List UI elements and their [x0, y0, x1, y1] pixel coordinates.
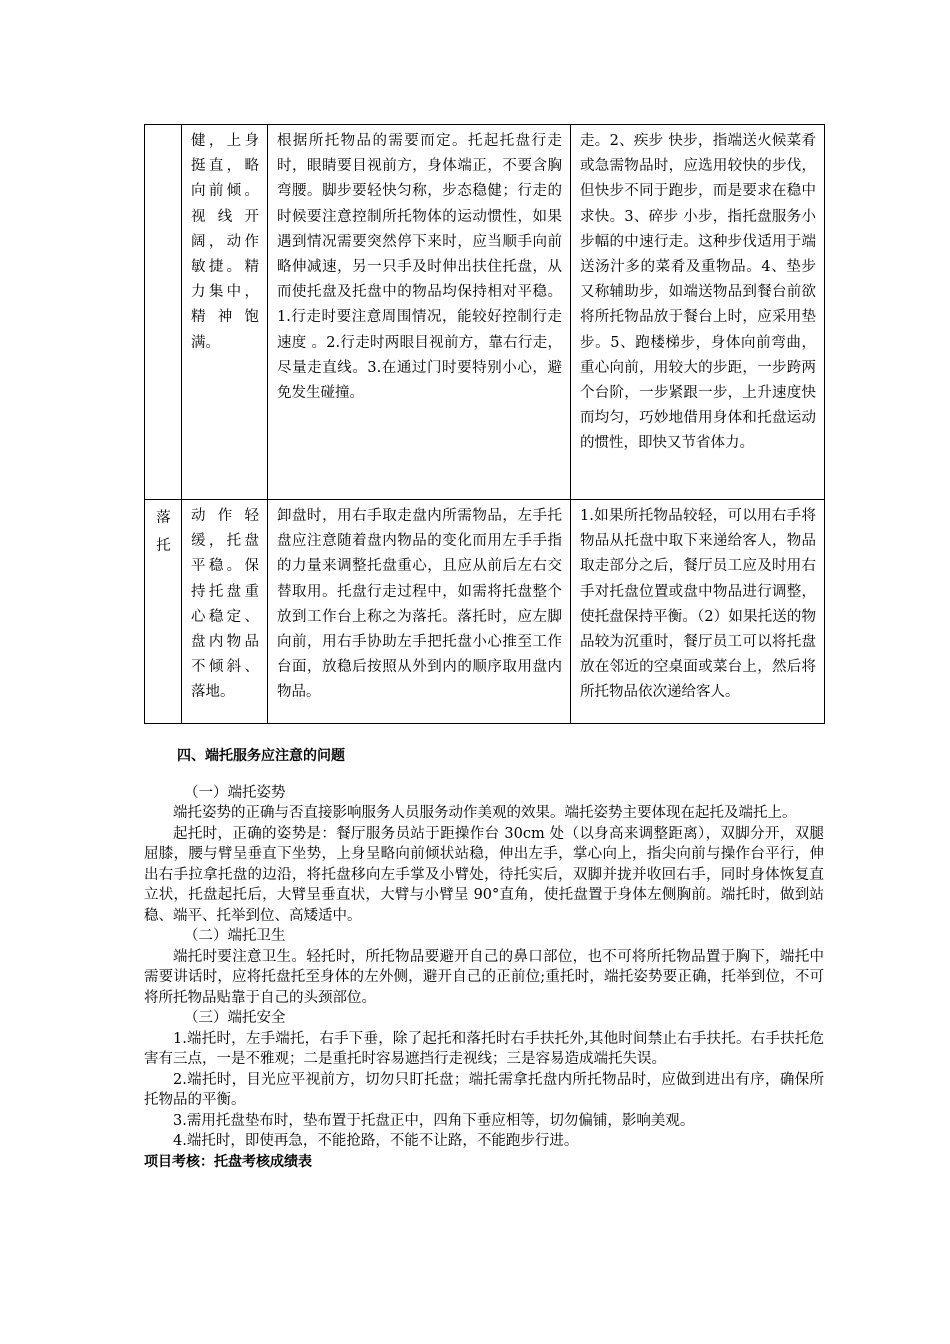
document-body — [144, 740, 824, 1172]
subheading-safety: （三）端托安全 — [184, 1010, 286, 1026]
paragraph: 端托时要注意卫生。轻托时，所托物品要避开自己的鼻口部位，也不可将所托物品置于胸下，端托中需要讲话时，应将托盘托至身体的左外侧，避开自己的正前位;重托时，端托姿势要正确，托举到位，不可将所托物品贴靠于自己的头颈部位。 — [144, 948, 824, 1006]
method-cell: 根据所托物品的需要而定。托起托盘行走时，眼睛要目视前方，身体端正，不要含胸弯腰。脚步要轻快匀称，步态稳健；行走的时候要注意控制所托物体的运动惯性，如果遇到情况需要突然停下来时，应当顺手向前略伸减速，另一只手及时伸出扶住托盘，从而使托盘及托盘中的物品均保持相对平稳。1.行走时要注意周围情况，能较好控制行走速度 。2.行走时两眼目视前方，靠右行走，尽量走直线。3.在通过门时要特别小心，避免发生碰撞。 — [268, 125, 571, 500]
subheading-hygiene: （二）端托卫生 — [184, 928, 286, 944]
row-label — [145, 500, 182, 724]
section-heading: 四、端托服务应注意的问题 — [177, 748, 345, 764]
paragraph: 端托姿势的正确与否直接影响服务人员服务动作美观的效果。端托姿势主要体现在起托及端托上。 — [173, 805, 797, 821]
assessment-title: 项目考核：托盘考核成绩表 — [144, 1153, 312, 1170]
subheading-posture: （一）端托姿势 — [184, 784, 286, 801]
method-cell: 卸盘时，用右手取走盘内所需物品，左手托盘应注意随着盘内物品的变化而用左手手指的力量来调整托盘重心，且应从前后左右交替取用。托盘行走过程中，如需将托盘整个放到工作台上称之为落托。落托时，应左脚向前，用右手协助左手把托盘小心推至工作台面，放稳后按照从外到内的顺序取用盘内物品。 — [268, 500, 571, 724]
row-label-text: 落托 — [156, 510, 171, 554]
requirement-cell: 健，上身挺直，略向前倾。视线开阔，动作敏捷。精力集中，精神饱满。 — [182, 125, 268, 500]
list-item: 2.端托时，目光应平视前方，切勿只盯托盘；端托需拿托盘内所托物品时，应做到进出有序，确保所托物品的平衡。 — [144, 1071, 824, 1108]
notes-cell: 走。2、疾步 快步，指端送火候菜肴或急需物品时，应选用较快的步伐，但快步不同于跑步，而是要求在稳中求快。3、碎步 小步，指托盘服务小步幅的中速行走。这种步伐适用于端送汤汁多的菜肴及重物品。4、垫步又称辅助步，如端送物品到餐台前欲将所托物品放于餐台上时，应采用垫步。5、跑楼梯步，身体向前弯曲，重心向前，用较大的步距，一步跨两个台阶，一步紧跟一步，上升速度快而均匀，巧妙地借用身体和托盘运动的惯性，即快又节省体力。 — [571, 125, 825, 500]
requirement-cell: 动作轻缓，托盘平稳。保持托盘重心稳定、盘内物品不倾斜、落地。 — [182, 500, 268, 724]
table-row — [145, 125, 825, 500]
notes-cell: 1.如果所托物品较轻，可以用右手将物品从托盘中取下来递给客人，物品取走部分之后，餐厅员工应及时用右手对托盘位置或盘中物品进行调整，使托盘保持平衡。（2）如果托送的物品较为沉重时，餐厅员工可以将托盘放在邻近的空桌面或菜台上，然后将所托物品依次递给客人。 — [571, 500, 825, 724]
paragraph: 起托时，正确的姿势是：餐厅服务员站于距操作台 30cm 处（以身高来调整距离），双脚分开，双腿屈膝，腰与臂呈垂直下坐势，上身呈略向前倾状站稳，伸出左手，掌心向上，指尖向前与操作台平行，伸出右手拉拿托盘的边沿，将托盘移向左手掌及小臂处，待托实后，双脚并拢并收回右手，同时身体恢复直立状，托盘起托后，大臂呈垂直状，大臂与小臂呈 90°直角，使托盘置于身体左侧胸前。端托时，做到站稳、端平、托举到位、高矮适中。 — [144, 825, 824, 924]
row-label — [145, 125, 182, 500]
list-item: 4.端托时，即使再急，不能抢路，不能不让路，不能跑步行进。 — [173, 1133, 579, 1149]
list-item: 1.端托时，左手端托，右手下垂，除了起托和落托时右手扶托外,其他时间禁止右手扶托。右手扶托危害有三点，一是不雅观；二是重托时容易遮挡行走视线；三是容易造成端托失误。 — [144, 1030, 824, 1067]
list-item: 3.需用托盘垫布时，垫布置于托盘正中，四角下垂应相等，切勿偏铺，影响美观。 — [173, 1112, 695, 1129]
service-table — [144, 124, 825, 724]
table-row — [145, 500, 825, 724]
